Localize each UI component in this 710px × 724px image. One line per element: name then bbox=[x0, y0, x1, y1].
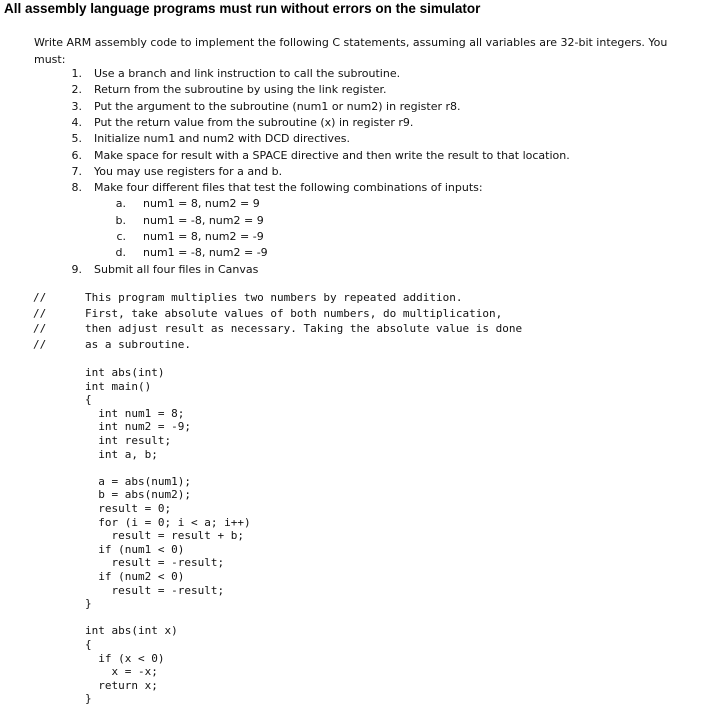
code-line: x = -x; bbox=[85, 665, 158, 679]
code-line: for (i = 0; i < a; i++) bbox=[85, 515, 251, 529]
comment-text: This program multiplies two numbers by repeated addition. bbox=[85, 291, 463, 304]
sublist-item-text: num1 = 8, num2 = 9 bbox=[143, 197, 260, 211]
code-line: { bbox=[85, 393, 92, 407]
code-line: result = -result; bbox=[85, 556, 225, 570]
page-heading: All assembly language programs must run without errors on the simulator bbox=[4, 1, 481, 16]
code-line: } bbox=[85, 692, 92, 706]
list-item-number: 8. bbox=[71, 181, 82, 195]
intro-paragraph: Write ARM assembly code to implement the following C statements, assuming all variables are 32-bit integers. You must: bbox=[34, 36, 668, 66]
list-item-text: Make four different files that test the following combinations of inputs: bbox=[94, 181, 483, 195]
sublist-item-label: d. bbox=[115, 246, 126, 260]
code-line: a = abs(num1); bbox=[85, 474, 191, 488]
list-item-text: Make space for result with a SPACE directive and then write the result to that location. bbox=[94, 148, 570, 162]
list-item-number: 2. bbox=[71, 83, 82, 97]
code-line: result = -result; bbox=[85, 583, 225, 597]
code-line: result = result + b; bbox=[85, 529, 244, 543]
list-item-number: 7. bbox=[71, 164, 82, 178]
list-item-number: 3. bbox=[71, 99, 82, 113]
sublist-item-label: b. bbox=[115, 213, 126, 227]
list-item-text: You may use registers for a and b. bbox=[94, 164, 283, 178]
comment-text: First, take absolute values of both numbers, do multiplication, bbox=[85, 306, 503, 320]
list-item-text: Submit all four files in Canvas bbox=[94, 262, 259, 276]
code-line: int result; bbox=[85, 434, 172, 447]
code-line: if (x < 0) bbox=[85, 651, 165, 665]
list-item-number: 4. bbox=[71, 115, 82, 129]
code-line: if (num2 < 0) bbox=[85, 570, 185, 583]
list-item-number: 5. bbox=[71, 132, 82, 146]
code-line: b = abs(num2); bbox=[85, 488, 191, 502]
code-line: int abs(int) bbox=[85, 366, 165, 379]
code-line: int a, b; bbox=[85, 447, 158, 461]
comment-slashes: // bbox=[33, 322, 47, 336]
list-item-text: Put the return value from the subroutine (x) in register r9. bbox=[94, 115, 414, 129]
code-line: return x; bbox=[85, 678, 158, 692]
list-item-number: 9. bbox=[71, 262, 82, 276]
code-line: int num2 = -9; bbox=[85, 420, 191, 434]
list-item-text: Put the argument to the subroutine (num1 or num2) in register r8. bbox=[94, 99, 461, 113]
code-line: int abs(int x) bbox=[85, 624, 178, 638]
code-line: result = 0; bbox=[85, 502, 172, 515]
sublist-item-label: a. bbox=[115, 197, 126, 211]
comment-slashes: // bbox=[33, 306, 47, 320]
code-line: { bbox=[85, 638, 92, 651]
sublist-item-text: num1 = -8, num2 = -9 bbox=[143, 246, 268, 260]
comment-slashes: // bbox=[33, 337, 47, 351]
list-item-text: Use a branch and link instruction to call the subroutine. bbox=[94, 67, 401, 80]
comment-text: then adjust result as necessary. Taking the absolute value is done bbox=[85, 322, 523, 336]
comment-text: as a subroutine. bbox=[85, 337, 191, 351]
list-item-number: 6. bbox=[71, 148, 82, 162]
code-line: int main() bbox=[85, 379, 152, 393]
sublist-item-text: num1 = -8, num2 = 9 bbox=[143, 213, 264, 227]
code-line: int num1 = 8; bbox=[85, 406, 185, 420]
sublist-item-text: num1 = 8, num2 = -9 bbox=[143, 230, 264, 243]
code-line: if (num1 < 0) bbox=[85, 542, 185, 556]
code-line: } bbox=[85, 597, 92, 611]
list-item-number: 1. bbox=[71, 67, 82, 80]
comment-slashes: // bbox=[33, 291, 47, 304]
list-item-text: Initialize num1 and num2 with DCD directives. bbox=[94, 132, 350, 146]
list-item-text: Return from the subroutine by using the link register. bbox=[94, 83, 387, 97]
sublist-item-label: c. bbox=[116, 230, 126, 243]
